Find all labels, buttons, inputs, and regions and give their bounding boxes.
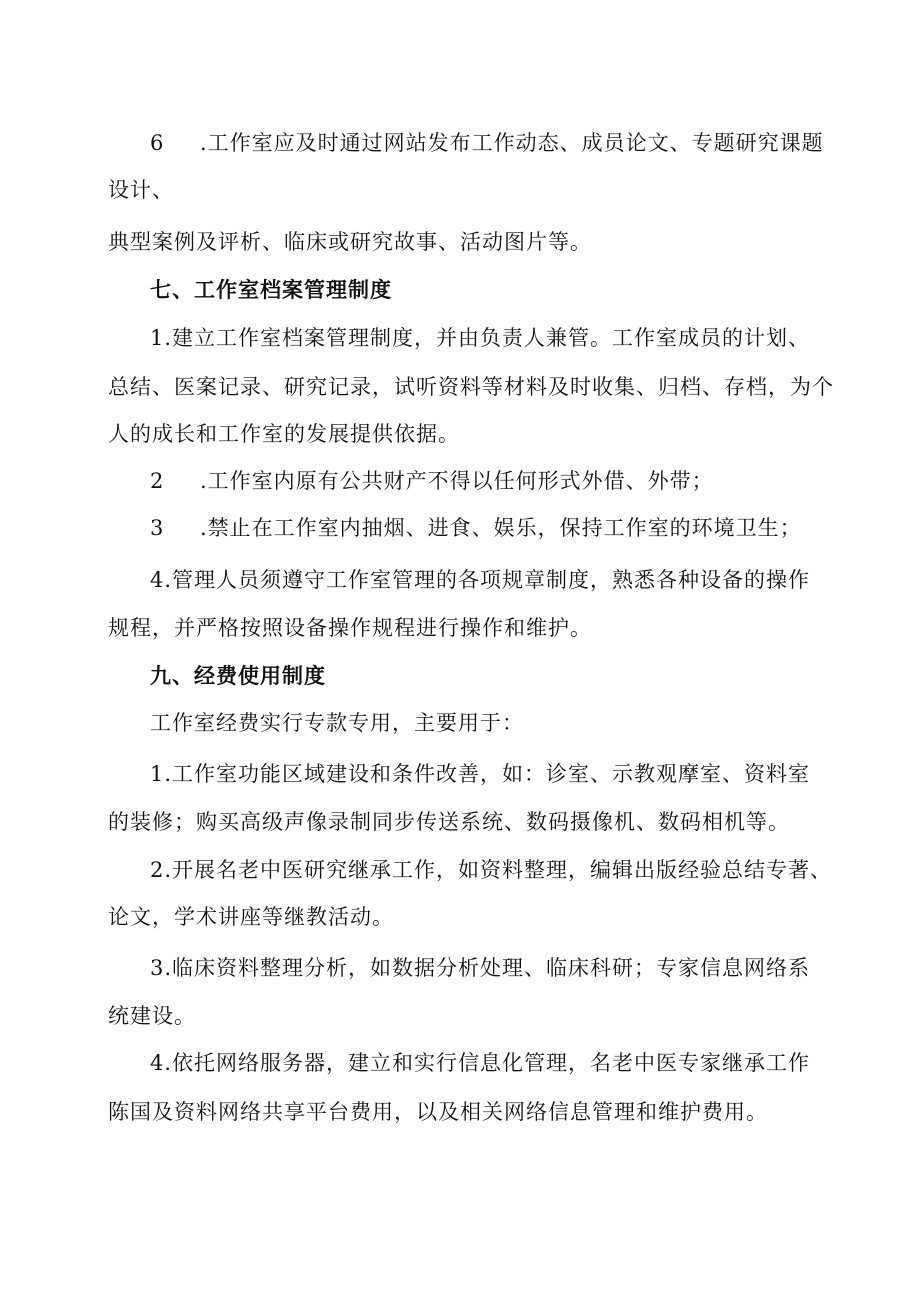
item6-text: .工作室应及时通过网站发布工作动态、成员论文、专题研究课题	[200, 131, 824, 155]
item6-number: 6	[150, 131, 165, 155]
section7-item4-line1: 4.管理人员须遵守工作室管理的各项规章制度，熟悉各种设备的操作	[150, 568, 811, 592]
section9-item4-line2: 陈国及资料网络共享平台费用，以及相关网络信息管理和维护费用。	[108, 1100, 768, 1124]
section7-item1-line3: 人的成长和工作室的发展提供依据。	[108, 422, 460, 446]
section9-intro: 工作室经费实行专款专用，主要用于：	[150, 711, 524, 735]
section7-item2-text: .工作室内原有公共财产不得以任何形式外借、外带；	[200, 469, 714, 493]
section7-item2-number: 2	[150, 469, 165, 493]
section7-item3-number: 3	[150, 516, 165, 540]
item6-line2: 设计、	[108, 178, 174, 202]
section7-item1-line2: 总结、医案记录、研究记录，试听资料等材料及时收集、归档、存档，为个	[108, 375, 834, 399]
section7-heading: 七、工作室档案管理制度	[150, 277, 392, 302]
section9-item4-line1: 4.依托网络服务器，建立和实行信息化管理，名老中医专家继承工作	[150, 1051, 811, 1075]
section9-item2-line1: 2.开展名老中医研究继承工作，如资料整理，编辑出版经验总结专著、	[150, 858, 833, 882]
item6-line3: 典型案例及评析、临床或研究故事、活动图片等。	[108, 230, 592, 254]
section7-item4-line2: 规程，并严格按照设备操作规程进行操作和维护。	[108, 616, 592, 640]
section9-item1-line1: 1.工作室功能区域建设和条件改善，如：诊室、示教观摩室、资料室	[150, 762, 811, 786]
section9-item2-line2: 论文，学术讲座等继教活动。	[108, 905, 394, 929]
section9-item3-line1: 3.临床资料整理分析，如数据分析处理、临床科研；专家信息网络系	[150, 956, 811, 980]
section7-item3-text: .禁止在工作室内抽烟、进食、娱乐，保持工作室的环境卫生；	[200, 516, 802, 540]
section7-item1-line1: 1.建立工作室档案管理制度，并由负责人兼管。工作室成员的计划、	[150, 326, 811, 350]
section9-item1-line2: 的装修；购买高级声像录制同步传送系统、数码摄像机、数码相机等。	[108, 810, 790, 834]
section9-heading: 九、经费使用制度	[150, 663, 326, 688]
section9-item3-line2: 统建设。	[108, 1004, 196, 1028]
